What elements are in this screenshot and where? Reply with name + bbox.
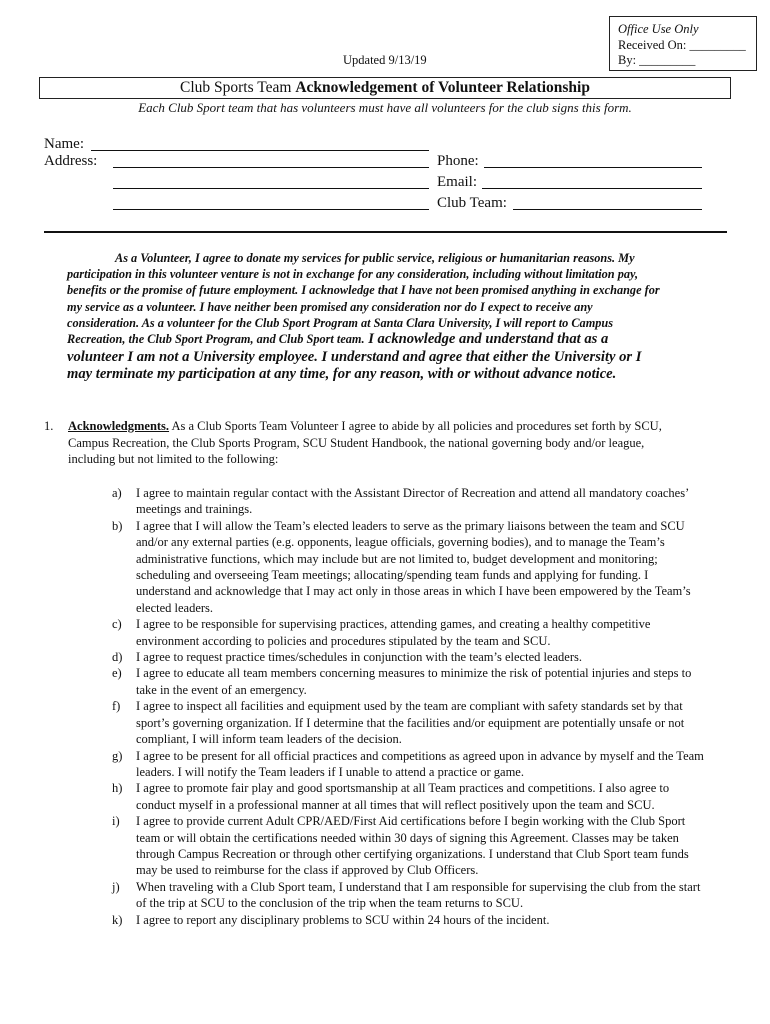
name-field[interactable] — [91, 150, 429, 151]
list-item — [112, 616, 704, 649]
agreement-emphasis: I acknowledge and understand that as a volunteer I am not a University employee. I understand and agree that either the University or I may terminate my participation at any time, for any reason, with or without advance notice. — [67, 331, 642, 383]
item-letter: k) — [112, 912, 123, 927]
item-letter: a) — [112, 486, 122, 500]
page-title — [39, 77, 731, 99]
item-letter: g) — [112, 748, 123, 763]
list-item — [112, 485, 704, 518]
email-label: Email: — [437, 174, 477, 190]
item-letter: e) — [112, 666, 122, 681]
agreement-text: As a Volunteer, I agree to donate my services for public service, religious or humanitarian reasons. My participation in this volunteer venture is not in exchange for any consideration, including without limitation pay, benefits or the promise of future employment. I acknowledge that I have not been promised anything in exchange for my service as a volunteer. I have neither been promised any consideration nor do I expect to receive any consideration. As a volunteer for the Club Sport Program at Santa Clara University, I will report to Campus Recreation, the Club Sport Program, and Club Sport team. — [67, 251, 660, 347]
email-field[interactable] — [482, 188, 702, 189]
title-bold: Acknowledgement of Volunteer Relationship — [295, 79, 590, 96]
item-text: I agree to educate all team members concerning measures to minimize the risk of potential injuries and steps to take in the event of an emergency. — [136, 666, 692, 697]
item-text: I agree to report any disciplinary problems to SCU within 24 hours of the incident. — [136, 912, 550, 927]
received-by-label: By: _________ — [618, 53, 696, 67]
item-text: I agree to promote fair play and good sportsmanship at all Team practices and competitions. I also agree to conduct myself in a professional manner at all times that will reflect positively upon the team and SCU. — [136, 781, 670, 812]
section-divider — [44, 231, 727, 233]
acknowledgment-list — [112, 485, 704, 928]
item-letter: c) — [112, 617, 122, 632]
item-text: I agree to inspect all facilities and equipment used by the team are compliant with safety standards set by that sport’s governing organization. If I determine that the facilities and/or equipment are potentially unsafe or not compliant, I will inform team leaders of the decision. — [136, 699, 685, 747]
item-letter: h) — [112, 781, 123, 796]
list-item — [112, 813, 704, 879]
address-field-line-3[interactable] — [113, 209, 429, 210]
title-prefix: Club Sports Team — [180, 79, 296, 96]
acknowledgments-section — [44, 418, 684, 468]
item-text: I agree to request practice times/schedules in conjunction with the team’s elected leaders. — [136, 650, 583, 665]
address-field-line-1[interactable] — [113, 167, 429, 168]
list-item — [112, 698, 704, 747]
phone-field[interactable] — [484, 167, 702, 168]
address-label: Address: — [44, 153, 98, 169]
received-on-label: Received On: _________ — [618, 37, 746, 52]
item-text: I agree to be present for all official practices and competitions as agreed upon in advance by myself and the Team leaders. I will notify the Team leaders if I unable to attend a practice or game. — [136, 748, 704, 779]
office-use-title: Office Use Only — [618, 22, 699, 36]
item-letter: b) — [112, 518, 123, 533]
club-team-label: Club Team: — [437, 195, 507, 211]
phone-label: Phone: — [437, 153, 479, 169]
name-label: Name: — [44, 136, 84, 152]
list-item — [112, 748, 704, 781]
form-instructions: Each Club Sport team that has volunteers must have all volunteers for the club signs this form. — [138, 100, 632, 115]
office-use-box — [609, 16, 757, 71]
section-number: 1. — [44, 419, 54, 433]
list-item — [112, 518, 704, 616]
item-text: I agree that I will allow the Team’s elected leaders to serve as the primary liaisons between the team and SCU and/or any external parties (e.g. opponents, league officials, governing bodies), and to manage the Team’s administrative functions, which may include but are not limited to, budget development and monitoring; scheduling and overseeing Team meetings; allocating/spending team funds and applying for funding. I understand and acknowledge that I may act only in those areas in which I have been empowered by the Team’s elected leaders. — [136, 518, 691, 615]
item-text: I agree to provide current Adult CPR/AED/First Aid certifications before I begin working with the Club Sport team or will obtain the certifications needed within 30 days of signing this Agreement. Classes may be taken through Campus Recreation or through other certifying organizations. I understand that Club Sport team funds may be used to reimburse for the class if approved by Club Officers. — [136, 814, 689, 878]
club-team-field[interactable] — [513, 209, 702, 210]
address-field-line-2[interactable] — [113, 188, 429, 189]
item-text: When traveling with a Club Sport team, I understand that I am responsible for supervising the club from the start of the trip at SCU to the conclusion of the trip when the team returns to SCU. — [136, 879, 701, 911]
list-item — [112, 879, 704, 912]
item-letter: f) — [112, 699, 121, 714]
section-heading: Acknowledgments. — [68, 419, 170, 433]
volunteer-agreement — [67, 250, 663, 384]
item-letter: j) — [112, 879, 120, 894]
list-item — [112, 649, 704, 665]
item-letter: i) — [112, 814, 120, 829]
item-text: I agree to maintain regular contact with the Assistant Director of Recreation and attend all mandatory coaches’ meetings and trainings. — [136, 486, 689, 517]
section-text: As a Club Sports Team Volunteer I agree to abide by all policies and procedures set forth by SCU, Campus Recreation, the Club Sports Program, SCU Student Handbook, the national governing body and/or league, including but not limited to the following: — [68, 419, 662, 466]
item-letter: d) — [112, 650, 123, 665]
list-item — [112, 665, 704, 698]
list-item — [112, 912, 704, 928]
updated-date: Updated 9/13/19 — [343, 53, 427, 67]
list-item — [112, 780, 704, 813]
item-text: I agree to be responsible for supervising practices, attending games, and creating a healthy competitive environment according to policies and procedures stipulated by the team and SCU. — [136, 617, 651, 648]
